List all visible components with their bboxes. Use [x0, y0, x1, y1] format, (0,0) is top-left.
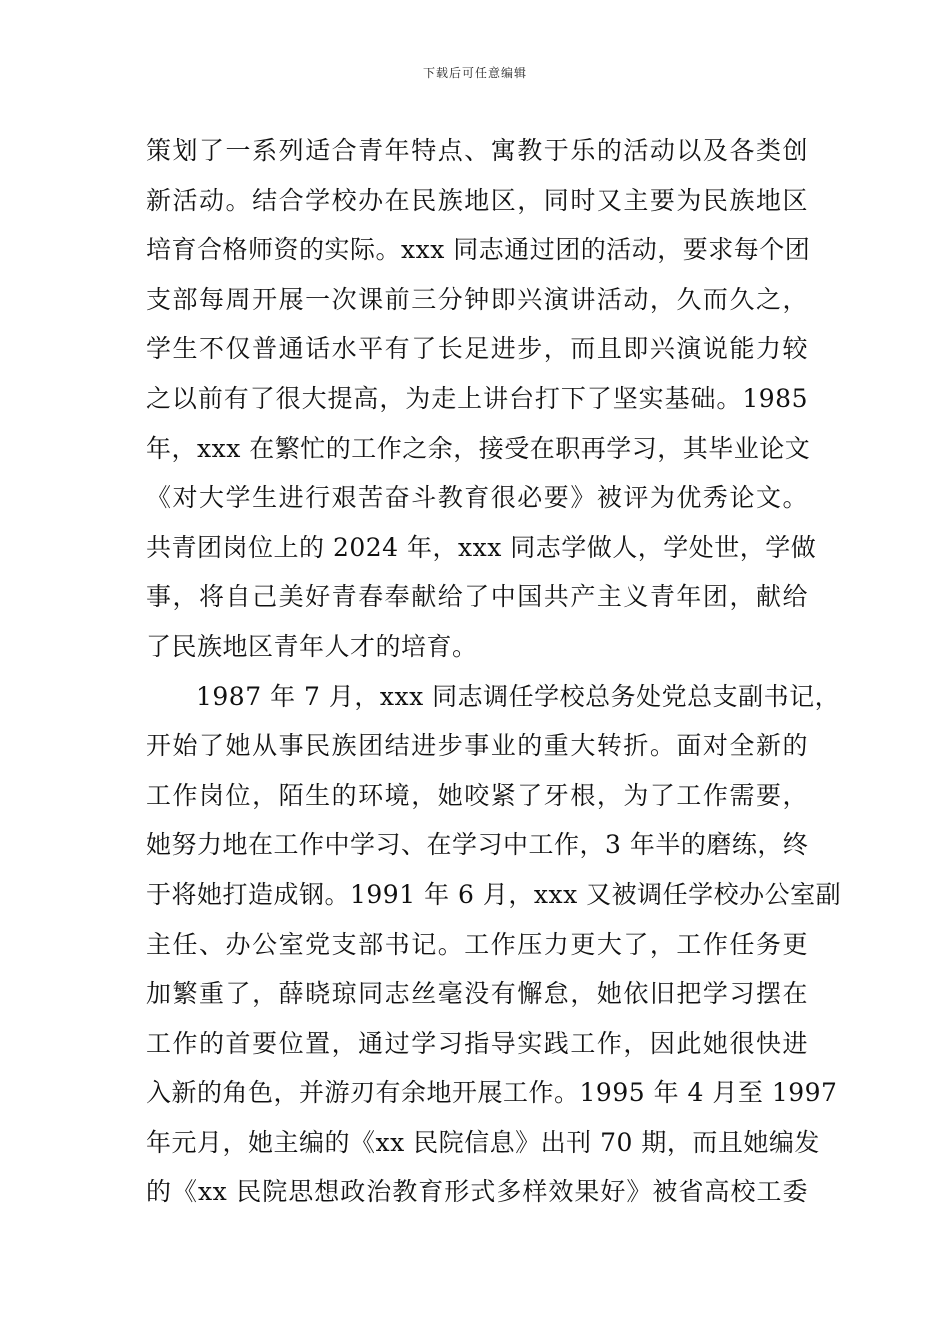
text-line: 之以前有了很大提高，为走上讲台打下了坚实基础。1985 — [146, 383, 808, 413]
text-line: 的《xx 民院思想政治教育形式多样效果好》被省高校工委 — [146, 1177, 808, 1207]
text-line: 工作的首要位置，通过学习指导实践工作，因此她很快进 — [146, 1028, 808, 1058]
text-line: 主任、办公室党支部书记。工作压力更大了，工作任务更 — [146, 929, 808, 959]
text-line: 入新的角色，并游刃有余地开展工作。1995 年 4 月至 1997 — [146, 1078, 838, 1108]
text-line: 年元月，她主编的《xx 民院信息》出刊 70 期，而且她编发 — [146, 1127, 820, 1157]
text-line: 加繁重了，薛晓琼同志丝毫没有懈怠，她依旧把学习摆在 — [146, 979, 808, 1009]
text-line: 共青团岗位上的 2024 年，xxx 同志学做人，学处世，学做 — [146, 532, 817, 562]
text-line: 开始了她从事民族团结进步事业的重大转折。面对全新的 — [146, 731, 808, 761]
text-line: 工作岗位，陌生的环境，她咬紧了牙根，为了工作需要， — [146, 780, 808, 810]
text-line: 事，将自己美好青春奉献给了中国共产主义青年团，献给 — [146, 582, 808, 612]
text-line: 于将她打造成钢。1991 年 6 月，xxx 又被调任学校办公室副 — [146, 879, 842, 909]
text-line: 年，xxx 在繁忙的工作之余，接受在职再学习，其毕业论文 — [146, 433, 811, 463]
text-line: 《对大学生进行艰苦奋斗教育很必要》被评为优秀论文。 — [146, 483, 808, 513]
text-line: 1987 年 7 月，xxx 同志调任学校总务处党总支副书记， — [196, 681, 841, 711]
page-header-note: 下载后可任意编辑 — [422, 66, 527, 80]
text-line: 培育合格师资的实际。xxx 同志通过团的活动，要求每个团 — [146, 235, 811, 265]
text-line: 学生不仅普通话水平有了长足进步，而且即兴演说能力较 — [146, 334, 808, 364]
document-body — [146, 126, 842, 1217]
paragraph-2 — [146, 672, 842, 1218]
text-line: 策划了一系列适合青年特点、寓教于乐的活动以及各类创 — [146, 136, 808, 165]
text-line: 新活动。结合学校办在民族地区，同时又主要为民族地区 — [146, 185, 808, 215]
text-line: 了民族地区青年人才的培育。 — [146, 631, 478, 661]
text-line: 支部每周开展一次课前三分钟即兴演讲活动，久而久之， — [146, 284, 808, 314]
paragraph-1 — [146, 126, 817, 672]
text-line: 她努力地在工作中学习、在学习中工作，3 年半的磨练，终 — [146, 830, 809, 860]
